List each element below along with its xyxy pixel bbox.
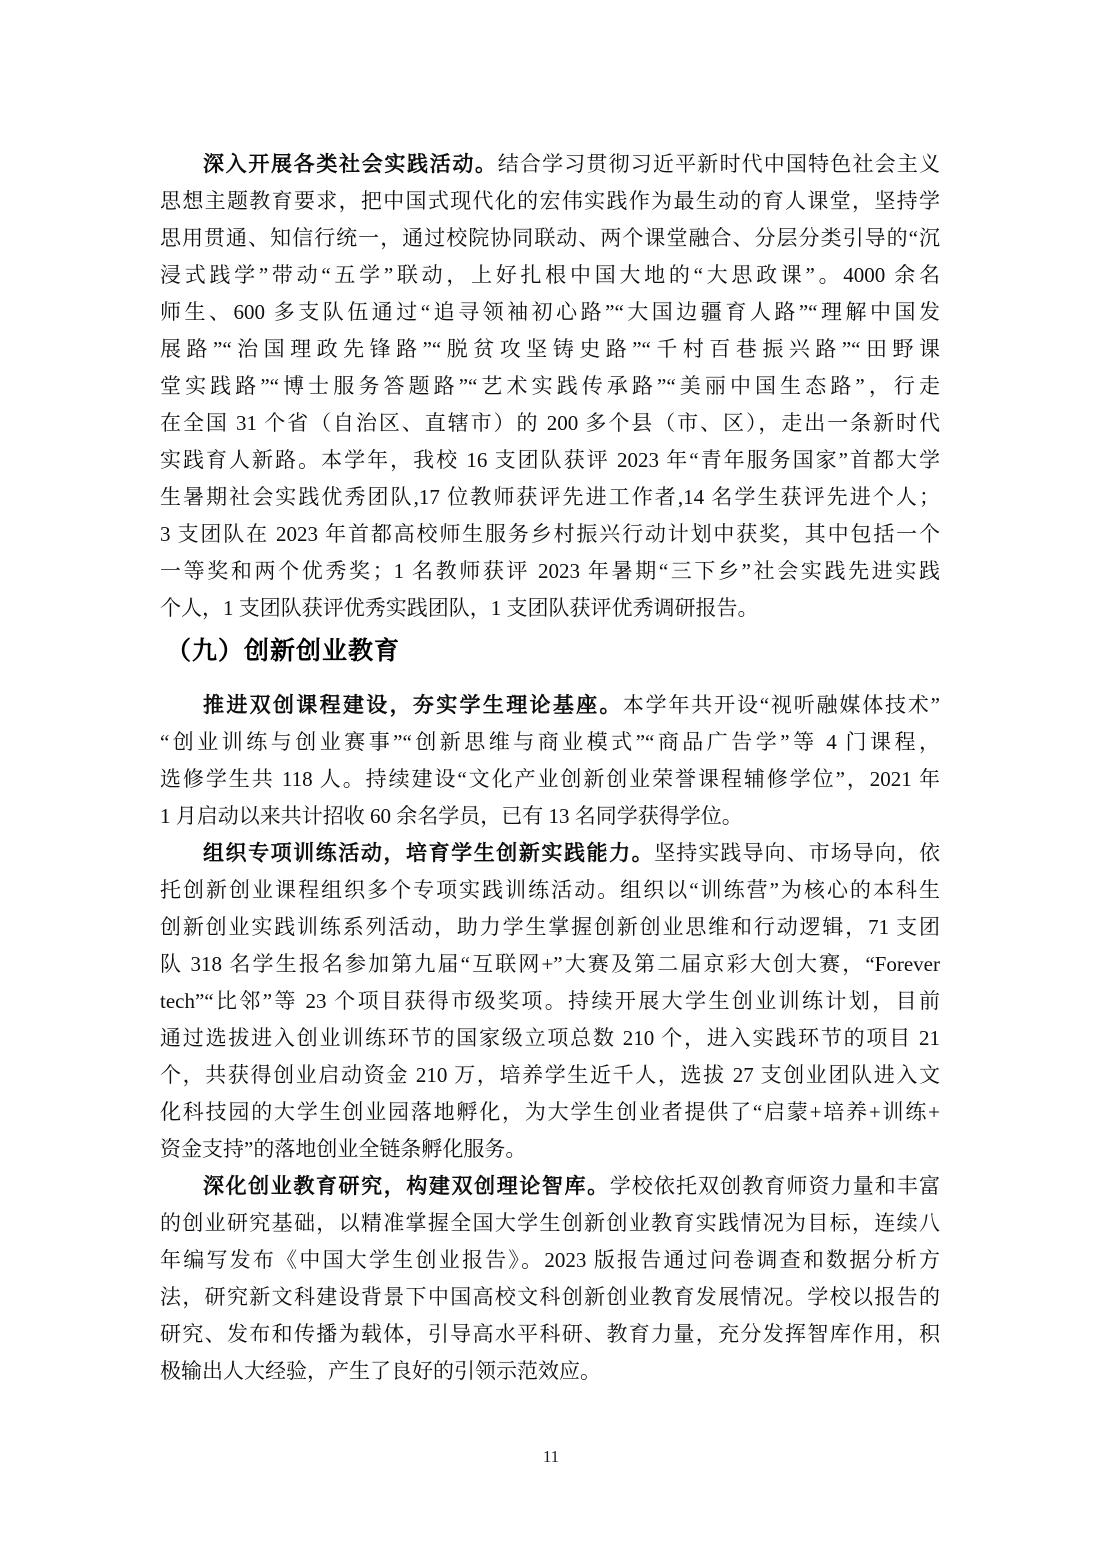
text-line: 组织专项训练活动，培育学生创新实践能力。坚持实践导向、市场导向，依	[203, 841, 940, 865]
section-heading: （九）创新创业教育	[166, 637, 401, 665]
text-line: 个人，1 支团队获评优秀实践团队，1 支团队获评优秀调研报告。	[160, 596, 759, 620]
paragraph	[160, 687, 940, 835]
paragraph	[160, 146, 940, 627]
text-line: 展路”“治国理政先锋路”“脱贫攻坚铸史路”“千村百巷振兴路”“田野课	[160, 337, 940, 361]
text-line: tech”“比邻”等 23 个项目获得市级奖项。持续开展大学生创业训练计划，目前	[160, 989, 940, 1013]
paragraph	[160, 835, 940, 1168]
paragraph-lead: 组织专项训练活动，培育学生创新实践能力。	[203, 842, 655, 865]
text-line: 研究、发布和传播为载体，引导高水平科研、教育力量，充分发挥智库作用，积	[160, 1322, 940, 1346]
paragraph-lead: 推进双创课程建设，夯实学生理论基座。	[203, 694, 623, 717]
text-line: 个，共获得创业启动资金 210 万，培养学生近千人，选拔 27 支创业团队进入文	[160, 1063, 940, 1087]
text-line: 浸式践学”带动“五学”联动，上好扎根中国大地的“大思政课”。4000 余名	[160, 263, 940, 287]
page-number: 11	[542, 1447, 560, 1466]
paragraph-lead: 深化创业教育研究，构建双创理论智库。	[203, 1175, 610, 1198]
text-line: 思想主题教育要求，把中国式现代化的宏伟实践作为最生动的育人课堂，坚持学	[160, 189, 940, 213]
text-line: 的创业研究基础，以精准掌握全国大学生创新创业教育实践情况为目标，连续八	[160, 1211, 940, 1235]
text-line: 推进双创课程建设，夯实学生理论基座。本学年共开设“视听融媒体技术”	[203, 693, 940, 717]
text-line: 通过选拔进入创业训练环节的国家级立项总数 210 个，进入实践环节的项目 21	[160, 1026, 940, 1050]
text-line: 化科技园的大学生创业园落地孵化，为大学生创业者提供了“启蒙+培养+训练+	[160, 1100, 940, 1124]
text-line: 实践育人新路。本学年，我校 16 支团队获评 2023 年“青年服务国家”首都大学	[160, 448, 940, 472]
text-line: 3 支团队在 2023 年首都高校师生服务乡村振兴行动计划中获奖，其中包括一个	[160, 522, 940, 546]
text-line: 深化创业教育研究，构建双创理论智库。学校依托双创教育师资力量和丰富	[203, 1174, 940, 1198]
text-line: 一等奖和两个优秀奖；1 名教师获评 2023 年暑期“三下乡”社会实践先进实践	[160, 559, 940, 583]
text-line: 师生、600 多支队伍通过“追寻领袖初心路”“大国边疆育人路”“理解中国发	[160, 300, 940, 324]
text-line: 法，研究新文科建设背景下中国高校文科创新创业教育发展情况。学校以报告的	[160, 1285, 940, 1309]
text-line: 托创新创业课程组织多个专项实践训练活动。组织以“训练营”为核心的本科生	[160, 878, 940, 902]
text-line: 队 318 名学生报名参加第九届“互联网+”大赛及第二届京彩大创大赛，“Forever	[160, 952, 940, 976]
text-line: 极输出人大经验，产生了良好的引领示范效应。	[160, 1359, 601, 1383]
text-line: 在全国 31 个省（自治区、直辖市）的 200 多个县（市、区），走出一条新时代	[160, 411, 940, 435]
paragraph-lead: 深入开展各类社会实践活动。	[203, 153, 498, 176]
paragraph	[160, 1168, 940, 1390]
text-line: 深入开展各类社会实践活动。结合学习贯彻习近平新时代中国特色社会主义	[203, 152, 940, 176]
text-line: 1 月启动以来共计招收 60 余名学员，已有 13 名同学获得学位。	[160, 804, 743, 828]
text-line: 堂实践路”“博士服务答题路”“艺术实践传承路”“美丽中国生态路”，行走	[160, 374, 940, 398]
text-line: 年编写发布《中国大学生创业报告》。2023 版报告通过问卷调查和数据分析方	[160, 1248, 940, 1272]
text-line: 思用贯通、知信行统一，通过校院协同联动、两个课堂融合、分层分类引导的“沉	[160, 226, 940, 250]
text-line: 资金支持”的落地创业全链条孵化服务。	[160, 1137, 527, 1161]
text-line: 选修学生共 118 人。持续建设“文化产业创新创业荣誉课程辅修学位”，2021 年	[160, 767, 940, 791]
text-line: 生暑期社会实践优秀团队,17 位教师获评先进工作者,14 名学生获评先进个人；	[160, 485, 940, 509]
text-line: 创新创业实践训练系列活动，助力学生掌握创新创业思维和行动逻辑，71 支团	[160, 915, 940, 939]
text-line: “创业训练与创业赛事”“创新思维与商业模式”“商品广告学”等 4 门课程，	[160, 730, 940, 754]
document-content	[160, 146, 940, 1390]
